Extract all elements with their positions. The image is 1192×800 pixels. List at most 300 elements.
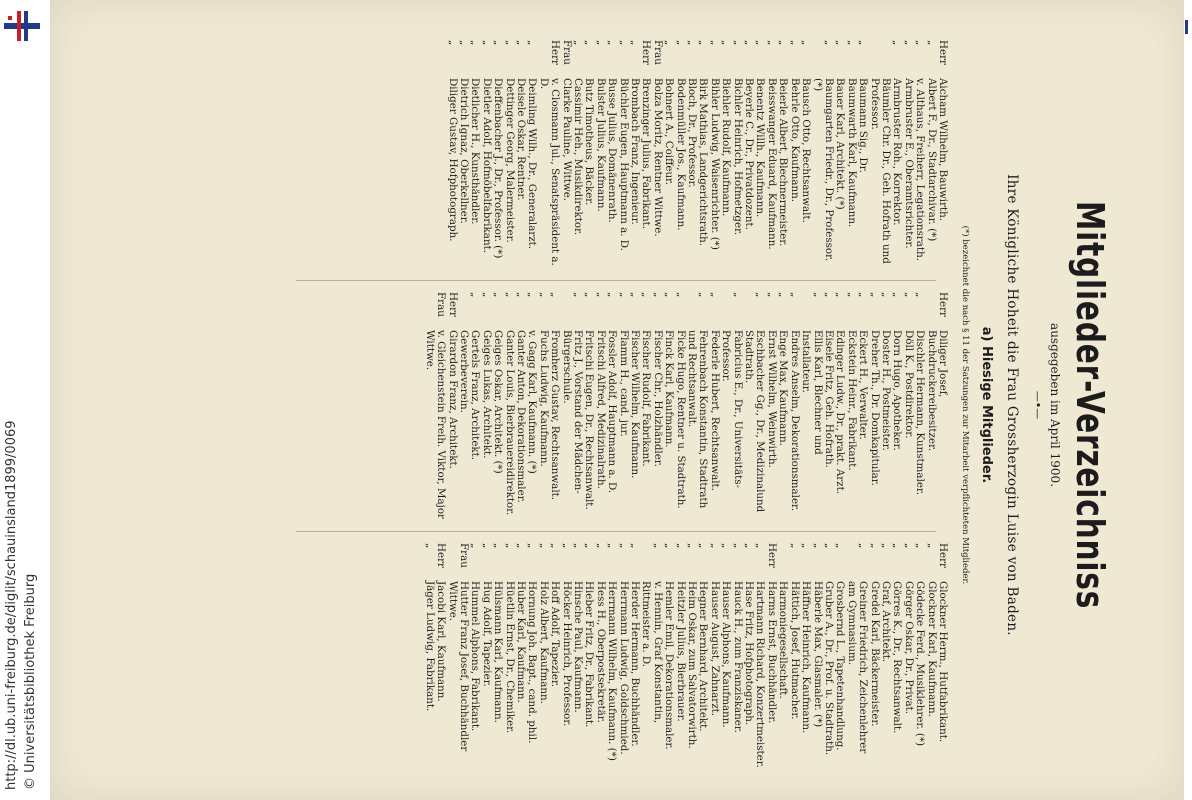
member-prefix: „ [583, 40, 596, 46]
member-text: v. Gleichenstein Freih. Viktor, Major Wittwe. [423, 330, 448, 519]
member-text: Hegner Bernhard, Architekt. [697, 581, 710, 732]
member-text: Fritschi Alfred, Medizinalrath. [594, 330, 607, 489]
member-entry [914, 543, 925, 771]
member-entry [914, 292, 925, 520]
member-text: Ficke Hugo, Rentner u. Stadtrath. [674, 330, 687, 509]
member-prefix: „ [731, 40, 744, 46]
member-entry [423, 543, 434, 771]
member-text: Geiges Oskar, Architekt. (*) [492, 330, 505, 474]
member-text: Fischer Rudolf, Fabrikant. [640, 330, 653, 467]
member-text: Fromherz Gustav, Rechtsanwalt. [549, 330, 562, 501]
member-entry [925, 292, 948, 520]
member-text: Bohnert A., Coiffeur. [663, 78, 676, 186]
member-prefix: „ [720, 40, 733, 46]
member-text: Beyerle C., Dr., Privatdozent. [743, 78, 756, 230]
member-text: Endres Anselm, Dekorationsmaler. [788, 330, 801, 512]
member-prefix: „ [663, 543, 676, 549]
member-text: Fossler Adolf, Hauptmann a. D. [606, 330, 619, 494]
member-entry [834, 292, 845, 520]
member-text: Albert F., Dr., Stadtarchivar. (*) [925, 78, 938, 242]
member-text: Gewerbeverein. [457, 330, 470, 413]
member-prefix: „ [834, 292, 847, 298]
member-entry [891, 40, 902, 268]
member-entry [537, 40, 560, 268]
member-prefix: „ [868, 292, 881, 298]
member-prefix: „ [583, 292, 596, 298]
member-prefix: „ [686, 40, 699, 46]
member-entry [537, 543, 548, 771]
member-text: Deisele Oskar, Rentner. [514, 78, 527, 201]
member-entry [480, 543, 491, 771]
member-entry [537, 292, 548, 520]
member-entry [902, 292, 913, 520]
member-text: Edinger Ludw., Dr., prakt. Arzt. [834, 330, 847, 495]
member-prefix: „ [811, 543, 824, 549]
member-prefix: „ [743, 40, 756, 46]
member-text: Bausch Otto, Rechtsanwalt. [800, 78, 813, 223]
member-text: Dietler Adolf, Hofmöbelfabrikant. [480, 78, 493, 253]
member-prefix: „ [731, 543, 744, 549]
member-text: Aicham Wilhelm, Bauwirth. [937, 78, 949, 222]
member-text: Baumgarten Friedr., Dr., Professor. (*) [811, 78, 835, 262]
member-entry [560, 292, 583, 520]
member-entry [800, 292, 823, 520]
member-entry [594, 40, 605, 268]
member-prefix: Frau [560, 40, 573, 65]
member-text: Eckstein Heinr., Fabrikant. [845, 330, 858, 471]
member-entry [583, 292, 594, 520]
member-text: Dischler Hermann, Kunstmaler. [914, 330, 927, 496]
member-text: Görger Oskar, Dr., Privat. [902, 581, 915, 715]
member-prefix: „ [845, 40, 858, 46]
member-text: Fischer Wilhelm, Kaufmann. [629, 330, 642, 479]
member-text: Büchler Eugen, Hauptmann a. D. [617, 78, 630, 251]
document-title: Mitglieder-Verzeichniss [1068, 200, 1112, 610]
member-text: Hättich, Josef, Hutmacher. [788, 581, 801, 720]
member-text: Dorn Hugo, Apotheker. [891, 330, 904, 451]
document-page [112, 40, 1112, 770]
member-prefix: „ [697, 292, 710, 298]
member-text: v. Althaus, Freiherr, Legationsrath. [914, 78, 927, 261]
member-entry [743, 292, 766, 520]
member-prefix: „ [708, 543, 721, 549]
member-entry [594, 543, 605, 771]
member-entry [686, 543, 697, 771]
member-entry [800, 543, 811, 771]
member-entry [469, 543, 480, 771]
member-entry [686, 292, 709, 520]
member-prefix: „ [594, 292, 607, 298]
member-prefix: „ [480, 543, 493, 549]
member-text: Hess H., Oberpostsekretär. [594, 581, 607, 723]
member-prefix: „ [743, 543, 756, 549]
member-prefix: Herr [937, 292, 949, 317]
member-text: Hug Adolf, Tapezier. [480, 581, 493, 687]
member-prefix: „ [663, 292, 676, 298]
member-prefix: „ [686, 543, 699, 549]
member-prefix: „ [891, 40, 904, 46]
member-prefix: „ [572, 292, 584, 298]
member-text: Doster H., Postmeister. [879, 330, 892, 451]
member-entry [674, 40, 685, 268]
member-entry [902, 40, 913, 268]
member-prefix: „ [606, 543, 619, 549]
member-entry [766, 292, 777, 520]
member-entry [891, 543, 902, 771]
member-prefix: Frau [457, 543, 470, 568]
member-prefix: „ [526, 292, 539, 298]
member-text: Hinsche Paul, Kaufmann. [572, 581, 584, 713]
member-prefix: „ [629, 40, 642, 46]
member-entry [788, 40, 799, 268]
member-entry [720, 543, 731, 771]
member-prefix: „ [914, 292, 927, 298]
member-entry [446, 543, 469, 771]
member-text: Gödecke Ferd., Musiklehrer. (*) [914, 581, 927, 747]
member-prefix: „ [857, 543, 870, 549]
member-prefix: „ [583, 543, 596, 549]
member-text: Armbruster E., Oberamtsrichter. [902, 78, 915, 249]
document-scan [50, 0, 1184, 800]
member-text: Bodenmüller Jos., Kaufmann. [674, 78, 687, 231]
member-entry [617, 543, 628, 771]
member-prefix: „ [902, 543, 915, 549]
member-prefix: „ [572, 40, 584, 46]
member-prefix: „ [617, 40, 630, 46]
member-text: Bloch, Dr., Professor. [686, 78, 699, 188]
member-prefix: „ [526, 40, 539, 46]
member-text: Hornung Joh. Bapt., cand. phil. [526, 581, 539, 744]
member-text: Jacobi Karl, Kaufmann. [435, 581, 448, 702]
member-text: Ernst Wilhelm, Weinwirth. [765, 330, 778, 468]
member-text: Benentz Willh., Kaufmann. [754, 78, 767, 218]
member-entry [788, 543, 799, 771]
member-prefix: „ [914, 543, 927, 549]
member-text: Bihler Ludwig, Waisenrichter. (*) [708, 78, 721, 250]
member-prefix: „ [765, 292, 778, 298]
member-text: Hummel Alphons, Fabrikant. [469, 581, 482, 732]
member-text: Ganter Louis, Bierbrauereidirektor. [503, 330, 516, 516]
member-prefix: „ [514, 40, 527, 46]
member-prefix: Herr [640, 40, 653, 65]
member-entry [731, 543, 742, 771]
member-column-3 [423, 543, 948, 771]
member-prefix: „ [503, 543, 516, 549]
member-prefix: „ [423, 543, 436, 549]
member-text: Ganter Anton, Dekorationsmaler. [514, 330, 527, 503]
member-entry [515, 292, 526, 520]
member-text: Diliger Gustav, Hofphotograph. [446, 78, 459, 242]
member-column-2 [423, 292, 948, 520]
member-entry [640, 543, 663, 771]
page-url[interactable]: http://dl.ub.uni-freiburg.de/diglit/schauinsland1899/0069 [4, 420, 19, 790]
member-entry [629, 543, 640, 771]
member-prefix: „ [549, 543, 562, 549]
member-entry [845, 292, 856, 520]
member-prefix: „ [651, 543, 664, 549]
member-text: Beierle Albert, Blechnermeister. [777, 78, 790, 247]
member-entry [777, 292, 788, 520]
member-text: Häberle Max, Glasmaler. (*) [811, 581, 824, 728]
member-entry [651, 40, 662, 268]
member-entry [606, 40, 617, 268]
member-prefix: „ [537, 292, 550, 298]
member-entry [526, 40, 537, 268]
member-entry [686, 40, 697, 268]
member-text: Fritz J., Vorstand der Mädchen-Bürgerschule. [560, 330, 584, 494]
member-prefix: „ [651, 292, 664, 298]
member-text: Gredel Karl, Bäckermeister. [868, 581, 881, 727]
member-entry [823, 292, 834, 520]
member-text: Hauser August, Zahnarzt. [708, 581, 721, 717]
member-prefix: „ [788, 543, 801, 549]
member-entry [880, 543, 891, 771]
member-entry [766, 40, 777, 268]
member-prefix: „ [674, 543, 687, 549]
member-entry [503, 40, 514, 268]
member-prefix: „ [914, 40, 927, 46]
member-entry [423, 292, 446, 520]
member-text: Dietlicher H., Kunsthändler. [469, 78, 482, 225]
column-divider [296, 280, 936, 281]
member-prefix: „ [663, 40, 676, 46]
member-prefix: „ [469, 292, 482, 298]
member-text: Armbruster Roh., Korrektor. [891, 78, 904, 226]
member-entry [754, 40, 765, 268]
member-text: Herder Hermann, Buchhändler. [629, 581, 642, 747]
member-entry [697, 543, 708, 771]
member-text: Fabricius E., Dr., Universitäts-Professor. [720, 330, 744, 489]
member-prefix: „ [857, 40, 870, 46]
member-text: Döll K., Postdirektor. [902, 330, 915, 439]
column-divider [296, 531, 936, 532]
member-entry [583, 543, 594, 771]
copyright-notice: © Universitätsbibliothek Freiburg [23, 573, 38, 790]
member-prefix: Herr [937, 543, 949, 568]
member-entry [788, 292, 799, 520]
member-entry [480, 292, 491, 520]
member-prefix: „ [845, 292, 858, 298]
edge-marker [1185, 20, 1188, 34]
member-entry [800, 40, 811, 268]
member-entry [925, 543, 936, 771]
member-entry [834, 543, 845, 771]
member-text: Butz Timotheus, Bäcker. [583, 78, 596, 206]
member-text: Hase Fritz, Hofphotograph. [743, 581, 756, 726]
member-prefix: „ [503, 292, 516, 298]
member-prefix: „ [879, 292, 892, 298]
member-text: Hieber Fritz, Dr., Fabrikant. [583, 581, 596, 728]
member-entry [857, 40, 868, 268]
member-prefix: „ [777, 292, 790, 298]
member-text: Baumann Sig., Dr. [857, 78, 870, 173]
member-prefix: „ [834, 40, 847, 46]
member-prefix: „ [514, 292, 527, 298]
member-entry [492, 292, 503, 520]
member-entry [880, 292, 891, 520]
member-entry [492, 40, 503, 268]
member-prefix: „ [902, 40, 915, 46]
member-prefix: „ [629, 543, 642, 549]
member-prefix: „ [480, 292, 493, 298]
member-entry [446, 40, 457, 268]
member-prefix: „ [754, 292, 767, 298]
member-entry [572, 40, 583, 268]
member-text: Gertels Franz, Architekt. [469, 330, 482, 461]
member-entry [549, 292, 560, 520]
member-entry [480, 40, 491, 268]
member-entry [560, 40, 571, 268]
member-entry [492, 543, 503, 771]
ub-freiburg-logo-icon[interactable] [4, 8, 40, 44]
member-text: Hüetlin Ernst, Dr., Chemiker. [503, 581, 516, 734]
member-prefix: „ [708, 292, 721, 298]
member-text: Graf, Architekt. [879, 581, 892, 663]
footnote: (*) bezeichnet die nach § 11 der Satzungen zur Mitarbeit verpflichteten Mitglieder. [960, 225, 970, 585]
member-entry [617, 40, 628, 268]
member-text: Dreher Th., Dr. Domkapitular. [868, 330, 881, 486]
member-prefix: „ [537, 543, 550, 549]
member-prefix: „ [480, 40, 493, 46]
member-text: Gruber A., Dr., Prof. u. Stadtrath. [822, 581, 835, 756]
member-entry [754, 543, 765, 771]
member-entry [594, 292, 605, 520]
member-prefix: „ [469, 40, 482, 46]
member-prefix: „ [629, 292, 642, 298]
member-text: Ellis Karl, Blechner und Installateur. [800, 330, 824, 455]
member-entry [651, 292, 662, 520]
member-prefix: „ [811, 292, 824, 298]
member-text: Grosbernd L., Tapetenhandlung. [834, 581, 847, 751]
member-entry [526, 292, 537, 520]
member-prefix: „ [606, 40, 619, 46]
member-entry [663, 40, 674, 268]
member-prefix: „ [822, 292, 835, 298]
member-entry [891, 292, 902, 520]
member-text: Finck Karl, Kaufmann. [663, 330, 676, 448]
member-prefix: „ [492, 292, 505, 298]
member-text: Girardon Franz, Architekt. [446, 330, 459, 469]
member-prefix: „ [720, 543, 733, 549]
member-entry [937, 543, 948, 771]
member-prefix: „ [891, 292, 904, 298]
member-entry [526, 543, 537, 771]
member-text: Hemler Emil, Dekorationsmaler. [663, 581, 676, 750]
member-text: Brombach Franz, Ingenieur. [629, 78, 642, 225]
member-prefix: „ [788, 292, 801, 298]
member-text: v. Hennin, Graf Konstantin, Rittmeister a. D. [640, 581, 664, 724]
member-entry [606, 292, 617, 520]
member-entry [435, 543, 446, 771]
member-entry [674, 292, 685, 520]
member-prefix: „ [572, 543, 584, 549]
right-edge [1184, 0, 1192, 800]
document-subtitle: ausgegeben im April 1900. [1048, 323, 1062, 487]
member-entry [629, 292, 640, 520]
member-prefix: „ [640, 292, 653, 298]
member-prefix: „ [594, 543, 607, 549]
member-text: Bäumler Chr. Dr., Geh. Hofrath und Professor. [868, 78, 892, 264]
member-text: Harmoniegesellschaft. [777, 581, 790, 699]
member-text: Hülsmann Karl, Kaufmann. [492, 581, 505, 723]
member-entry [743, 40, 754, 268]
member-text: Busse Julius, Domänenrath. [606, 78, 619, 223]
member-prefix: „ [822, 543, 835, 549]
member-entry [868, 292, 879, 520]
member-prefix: „ [492, 40, 505, 46]
member-entry [503, 543, 514, 771]
member-entry [469, 292, 480, 520]
member-text: Enge Max, Kaufmann. [777, 330, 790, 446]
member-prefix: „ [606, 292, 619, 298]
member-text: Eckert H., Verwalter. [857, 330, 870, 440]
member-prefix: „ [697, 40, 710, 46]
member-entry [708, 40, 719, 268]
member-text: Eschbacher Gg., Dr., Medizinalund Stadtrath. [743, 330, 767, 513]
member-entry [845, 40, 856, 268]
member-prefix: „ [731, 292, 744, 298]
member-prefix: „ [765, 40, 778, 46]
member-text: Fuchs Ludwig, Kaufmann. [537, 330, 550, 467]
member-entry [549, 543, 560, 771]
member-text: Eisele Fritz, Geh. Hofrath. [822, 330, 835, 468]
member-text: v. Closmann Jul., Senatspräsident a. D. [537, 78, 562, 266]
member-text: Heim Oskar, zum Salvatorwirth. [686, 581, 699, 749]
member-text: Herrmann Ludwig, Goldschmied. [617, 581, 630, 755]
member-column-1 [446, 40, 948, 268]
patron-line: Ihre Königliche Hoheit die Frau Grossherzogin Luise von Baden. [1004, 174, 1020, 636]
member-text: Clarke Pauline, Wittwe. [560, 78, 573, 202]
member-text: Fischer Chr., Holzhändler. [651, 330, 664, 467]
member-prefix: Herr [446, 292, 459, 317]
member-text: Diliger Josef, Buchdruckereibesitzer. [925, 330, 949, 452]
member-text: Flamm H., cand. jur. [617, 330, 630, 437]
member-text: Hartmann Richard, Konzertmeister. [754, 581, 767, 768]
member-prefix: „ [788, 40, 801, 46]
member-text: Harms Ernst, Buchhändler. [765, 581, 778, 724]
member-text: Bulster Julius, Kaufmann. [594, 78, 607, 212]
member-prefix: „ [617, 543, 630, 549]
member-entry [503, 292, 514, 520]
member-prefix: „ [503, 40, 516, 46]
member-prefix: „ [800, 40, 813, 46]
member-entry [560, 543, 571, 771]
member-prefix: „ [674, 292, 687, 298]
member-prefix: Herr [765, 543, 778, 568]
member-prefix: „ [868, 543, 881, 549]
member-text: Jäger Ludwig, Fabrikant. [423, 581, 436, 712]
member-entry [811, 40, 834, 268]
member-text: Dieffenbacher J., Dr., Professor. (*) [492, 78, 505, 259]
member-prefix: „ [697, 543, 710, 549]
member-text: Herrmann Wilhelm, Kaufmann. (*) [606, 581, 619, 761]
member-prefix: „ [834, 543, 847, 549]
member-prefix: „ [800, 543, 813, 549]
member-prefix: „ [549, 292, 562, 298]
member-entry [708, 543, 719, 771]
member-text: Behrle Otto, Kaufmann. [788, 78, 801, 203]
member-prefix: „ [594, 40, 607, 46]
member-entry [708, 292, 719, 520]
member-prefix: „ [754, 40, 767, 46]
ornament: —•— [1031, 390, 1044, 420]
member-prefix: „ [879, 543, 892, 549]
member-entry [446, 292, 457, 520]
member-text: Federle Hubert, Rechtsanwalt. [708, 330, 721, 491]
member-text: Bichler Heinrich, Hofmetzger. [731, 78, 744, 236]
member-entry [823, 543, 834, 771]
member-prefix: „ [925, 40, 938, 46]
